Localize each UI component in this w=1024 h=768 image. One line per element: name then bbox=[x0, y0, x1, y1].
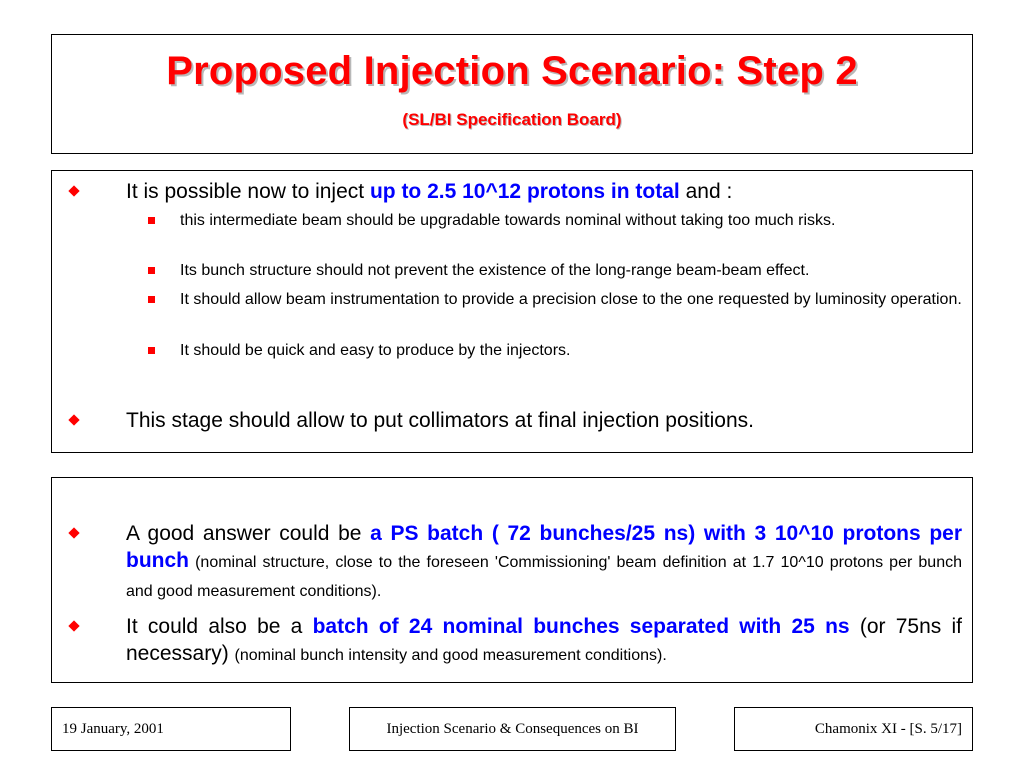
bullet-inject bbox=[70, 178, 962, 205]
bullet-text: It is possible now to inject bbox=[126, 180, 370, 203]
footer-title: Injection Scenario & Consequences on BI bbox=[349, 707, 676, 751]
footer-date: 19 January, 2001 bbox=[51, 707, 291, 751]
subitem-text: Its bunch structure should not prevent the existence of the long-range beam-beam effect. bbox=[180, 262, 810, 279]
square-bullet-icon bbox=[148, 347, 155, 354]
highlight-text: a PS batch ( 72 bunches/25 ns) with 3 10^10 protons per bunch bbox=[126, 522, 962, 572]
content-box-2 bbox=[51, 477, 973, 683]
diamond-bullet-icon bbox=[68, 620, 79, 631]
diamond-bullet-icon bbox=[68, 414, 79, 425]
note-text: (nominal structure, close to the foreseen 'Commissioning' beam definition at 1.7 10^10 protons per bunch and good measurement conditions). bbox=[126, 554, 962, 600]
content-box-1 bbox=[51, 170, 973, 453]
highlight-text: up to 2.5 10^12 protons in total bbox=[369, 180, 680, 203]
note-text: (nominal bunch intensity and good measurement conditions). bbox=[234, 647, 667, 664]
bullet-text: It could also be a bbox=[126, 615, 313, 638]
title-box bbox=[51, 34, 973, 154]
subitem-text: It should be quick and easy to produce by the injectors. bbox=[180, 342, 571, 359]
subitem bbox=[148, 289, 962, 310]
bullet-text: This stage should allow to put collimators at final injection positions. bbox=[126, 409, 754, 432]
bullet-alternative bbox=[70, 613, 962, 669]
diamond-bullet-icon bbox=[68, 527, 79, 538]
subitem-text: this intermediate beam should be upgradable towards nominal without taking too much risks. bbox=[180, 212, 836, 229]
subitem-text: It should allow beam instrumentation to provide a precision close to the one requested by luminosity operation. bbox=[180, 291, 962, 308]
highlight-text: batch of 24 nominal bunches separated with 25 ns bbox=[312, 615, 850, 638]
bullet-text: and : bbox=[679, 180, 733, 203]
slide-subtitle: (SL/BI Specification Board) bbox=[402, 110, 622, 129]
bullet-answer bbox=[70, 520, 962, 605]
bullet-text: (or 75ns if necessary) bbox=[126, 615, 962, 665]
square-bullet-icon bbox=[148, 217, 155, 224]
square-bullet-icon bbox=[148, 296, 155, 303]
bullet-collimators bbox=[70, 407, 962, 434]
subitem bbox=[148, 260, 962, 281]
square-bullet-icon bbox=[148, 267, 155, 274]
bullet-text: A good answer could be bbox=[126, 522, 371, 545]
slide-title: Proposed Injection Scenario: Step 2 bbox=[166, 49, 858, 93]
subitem bbox=[148, 210, 962, 231]
footer-slide-number: Chamonix XI - [S. 5/17] bbox=[734, 707, 973, 751]
subitem bbox=[148, 340, 962, 361]
diamond-bullet-icon bbox=[68, 185, 79, 196]
